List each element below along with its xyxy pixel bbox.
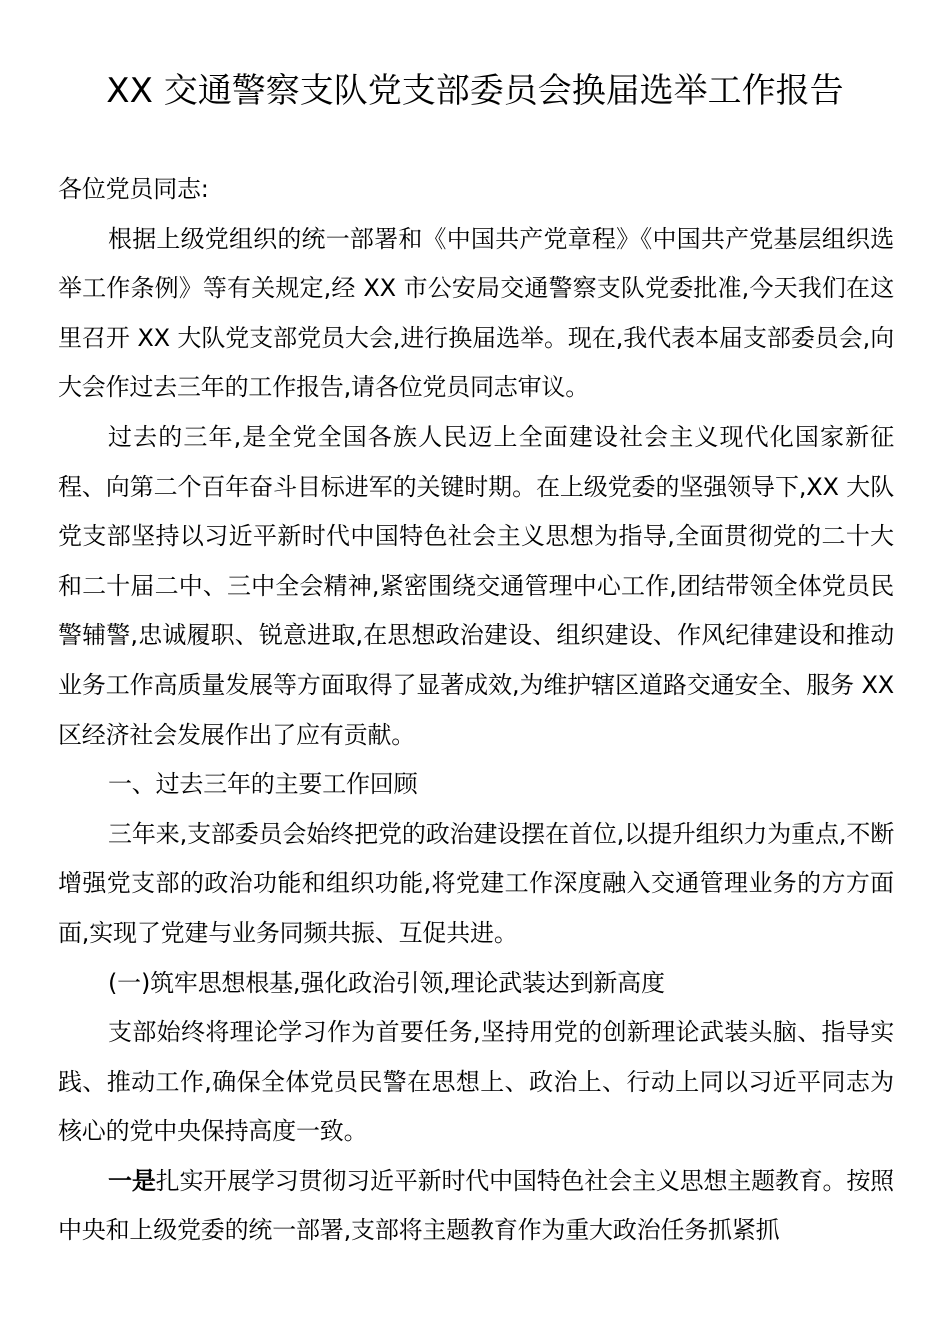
paragraph: 三年来,支部委员会始终把党的政治建设摆在首位,以提升组织力为重点,不断增强党支部的政治功能和组织功能,将党建工作深度融入交通管理业务的方方面面,实现了党建与业务同频共振、互促共进。 <box>58 819 894 947</box>
paragraph: 支部始终将理论学习作为首要任务,坚持用党的创新理论武装头脑、指导实践、推动工作,确保全体党员民警在思想上、政治上、行动上同以习近平同志为核心的党中央保持高度一致。 <box>58 1018 894 1146</box>
subsection-heading: (一)筑牢思想根基,强化政治引领,理论武装达到新高度 <box>108 968 665 997</box>
document-body <box>58 165 894 1256</box>
paragraph-text: 扎实开展学习贯彻习近平新时代中国特色社会主义思想主题教育。按照中央和上级党委的统一部署,支部将主题教育作为重大政治任务抓紧抓 <box>58 1166 894 1245</box>
paragraph <box>58 1157 894 1256</box>
section-heading: 一、过去三年的主要工作回顾 <box>108 770 418 799</box>
document-title: XX 交通警察支队党支部委员会换届选举工作报告 <box>106 71 844 111</box>
lead-label: 一是 <box>108 1166 156 1195</box>
salutation: 各位党员同志: <box>58 175 209 203</box>
paragraph: 根据上级党组织的统一部署和《中国共产党章程》《中国共产党基层组织选举工作条例》等有关规定,经 XX 市公安局交通警察支队党委批准,今天我们在这里召开 XX 大队党支部党员大会,进行换届选举。现在,我代表本届支部委员会,向大会作过去三年的工作报告,请各位党员同志审议。 <box>58 224 894 402</box>
paragraph: 过去的三年,是全党全国各族人民迈上全面建设社会主义现代化国家新征程、向第二个百年奋斗目标进军的关键时期。在上级党委的坚强领导下,XX 大队党支部坚持以习近平新时代中国特色社会主义思想为指导,全面贯彻党的二十大和二十届二中、三中全会精神,紧密围绕交通管理中心工作,团结带领全体党员民警辅警,忠诚履职、锐意进取,在思想政治建设、组织建设、作风纪律建设和推动业务工作高质量发展等方面取得了显著成效,为维护辖区道路交通安全、服务 XX 区经济社会发展作出了应有贡献。 <box>58 422 894 749</box>
